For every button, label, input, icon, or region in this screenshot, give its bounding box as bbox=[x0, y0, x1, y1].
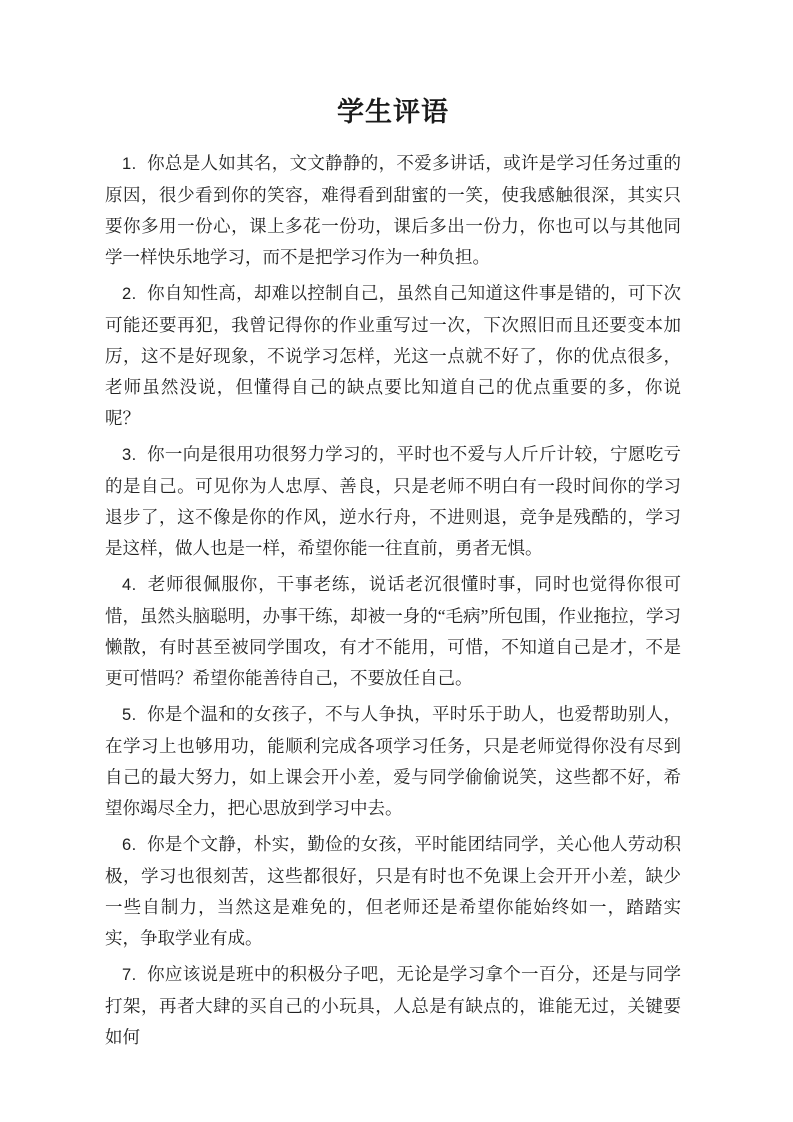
comment-paragraph-5 bbox=[105, 699, 681, 824]
list-number-2: 2. bbox=[122, 285, 137, 303]
comment-paragraph-1 bbox=[105, 148, 681, 273]
comment-text-4: 老师很佩服你，干事老练，说话老沉很懂时事，同时也觉得你很可惜，虽然头脑聪明，办事干练，却被一身的“毛病”所包围，作业拖拉，学习懒散，有时甚至被同学围攻，有才不能用，可惜，不知道自己是才，不是更可惜吗？希望你能善待自己，不要放任自己。 bbox=[105, 574, 681, 688]
list-number-6: 6. bbox=[122, 836, 137, 854]
comment-text-2: 你自知性高，却难以控制自己，虽然自己知道这件事是错的，可下次可能还要再犯，我曾记得你的作业重写过一次，下次照旧而且还要变本加厉，这不是好现象，不说学习怎样，光这一点就不好了，你的优点很多，老师虽然没说，但懂得自己的缺点要比知道自己的优点重要的多，你说呢？ bbox=[105, 283, 681, 428]
comment-text-5: 你是个温和的女孩子，不与人争执，平时乐于助人，也爱帮助别人，在学习上也够用功，能顺利完成各项学习任务，只是老师觉得你没有尽到自己的最大努力，如上课会开小差，爱与同学偷偷说笑，这些都不好，希望你竭尽全力，把心思放到学习中去。 bbox=[105, 704, 681, 818]
page-title: 学生评语 bbox=[337, 97, 449, 127]
comment-text-7: 你应该说是班中的积极分子吧，无论是学习拿个一百分，还是与同学打架，再者大肆的买自己的小玩具，人总是有缺点的，谁能无过，关键要如何 bbox=[105, 964, 681, 1047]
comment-text-3: 你一向是很用功很努力学习的，平时也不爱与人斤斤计较，宁愿吃亏的是自己。可见你为人忠厚、善良，只是老师不明白有一段时间你的学习退步了，这不像是你的作风，逆水行舟，不进则退，竞争是残酷的，学习是这样，做人也是一样，希望你能一往直前，勇者无惧。 bbox=[105, 444, 681, 558]
list-number-5: 5. bbox=[122, 706, 137, 724]
comment-text-1: 你总是人如其名，文文静静的，不爱多讲话，或许是学习任务过重的原因，很少看到你的笑容，难得看到甜蜜的一笑，使我感触很深，其实只要你多用一份心，课上多花一份功，课后多出一份力，你也可以与其他同学一样快乐地学习，而不是把学习作为一种负担。 bbox=[105, 153, 681, 267]
list-number-3: 3. bbox=[122, 446, 137, 464]
comment-text-6: 你是个文静，朴实，勤俭的女孩，平时能团结同学，关心他人劳动积极，学习也很刻苦，这些都很好，只是有时也不免课上会开开小差，缺少一些自制力，当然这是难免的，但老师还是希望你能始终如一，踏踏实实，争取学业有成。 bbox=[105, 834, 681, 948]
list-number-4: 4. bbox=[122, 576, 137, 594]
comment-list bbox=[105, 148, 681, 1053]
list-number-7: 7. bbox=[122, 966, 137, 984]
comment-paragraph-3 bbox=[105, 439, 681, 564]
comment-paragraph-6 bbox=[105, 829, 681, 954]
comment-paragraph-2 bbox=[105, 278, 681, 434]
comment-paragraph-7 bbox=[105, 959, 681, 1053]
comment-paragraph-4 bbox=[105, 569, 681, 694]
list-number-1: 1. bbox=[122, 155, 137, 173]
